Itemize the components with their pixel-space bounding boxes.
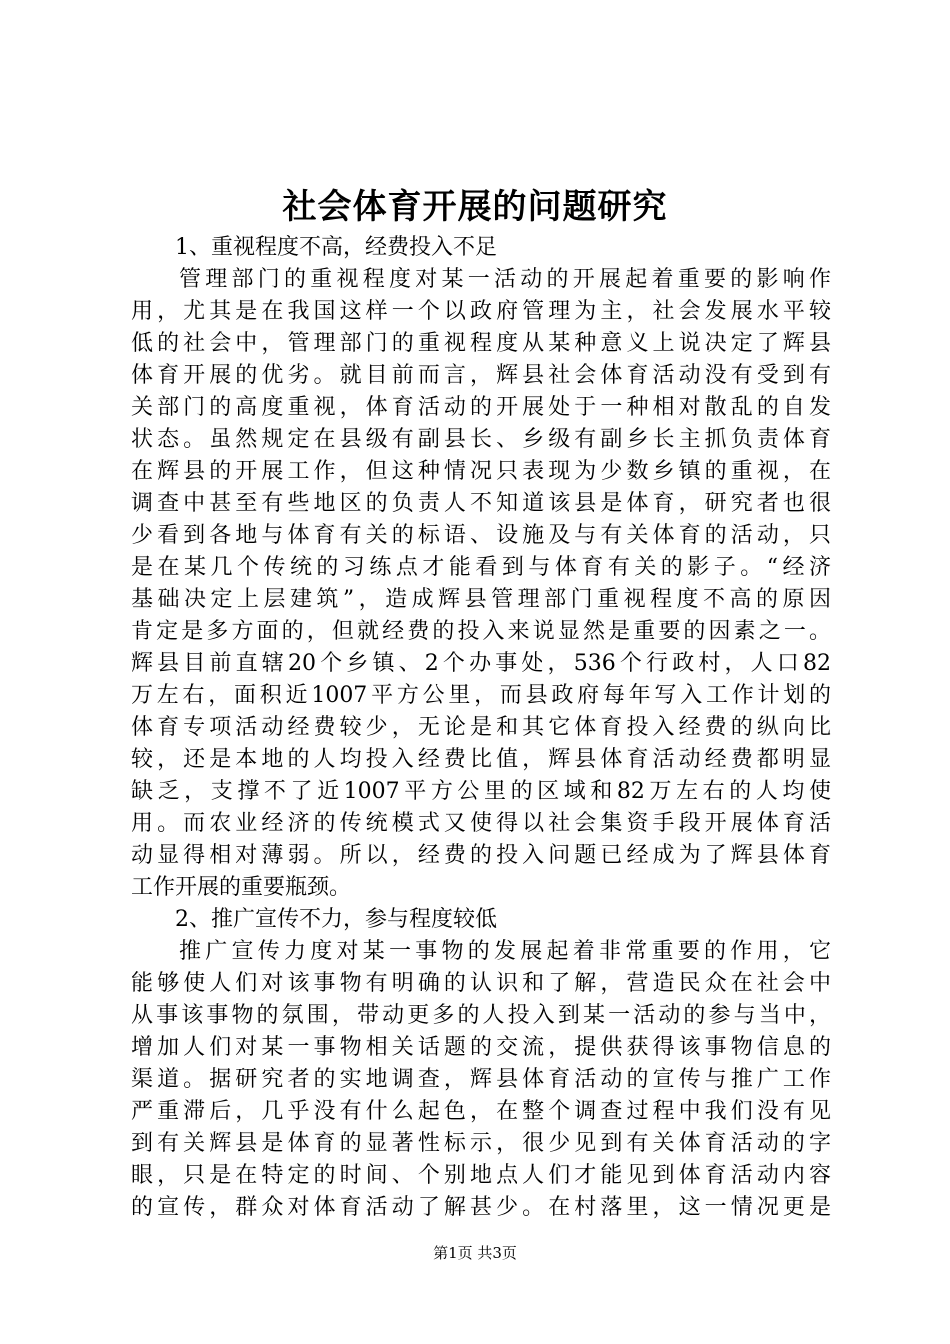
paragraph-line: 用。而农业经济的传统模式又使得以社会集资手段开展体育活 xyxy=(131,811,831,836)
paragraph-line: 能够使人们对该事物有明确的认识和了解，营造民众在社会中 xyxy=(131,971,831,996)
paragraph-line: 渠道。据研究者的实地调查，辉县体育活动的宣传与推广工作 xyxy=(131,1067,831,1092)
paragraph-line: 较，还是本地的人均投入经费比值，辉县体育活动经费都明显 xyxy=(131,747,831,772)
paragraph-line: 用，尤其是在我国这样一个以政府管理为主，社会发展水平较 xyxy=(131,299,831,324)
document-body xyxy=(131,232,831,1224)
paragraph-line: 在辉县的开展工作，但这种情况只表现为少数乡镇的重视，在 xyxy=(131,459,831,484)
paragraph-line: 低的社会中，管理部门的重视程度从某种意义上说决定了辉县 xyxy=(131,331,831,356)
paragraph-line: 推广宣传力度对某一事物的发展起着非常重要的作用，它 xyxy=(179,939,831,964)
paragraph-line: 的宣传，群众对体育活动了解甚少。在村落里，这一情况更是 xyxy=(131,1195,831,1220)
paragraph-line: 工作开展的重要瓶颈。 xyxy=(131,875,352,900)
paragraph-line: 眼，只是在特定的时间、个别地点人们才能见到体育活动内容 xyxy=(131,1163,831,1188)
paragraph-line: 缺乏，支撑不了近1007平方公里的区域和82万左右的人均使 xyxy=(131,779,831,804)
section-heading: 1、重视程度不高，经费投入不足 xyxy=(175,235,497,260)
page-footer: 第1页 共3页 xyxy=(433,1244,517,1262)
paragraph-line: 万左右，面积近1007平方公里，而县政府每年写入工作计划的 xyxy=(131,683,831,708)
paragraph-line: 体育开展的优劣。就目前而言，辉县社会体育活动没有受到有 xyxy=(131,363,831,388)
paragraph-line: 关部门的高度重视，体育活动的开展处于一种相对散乱的自发 xyxy=(131,395,831,420)
paragraph-line: 基础决定上层建筑”，造成辉县管理部门重视程度不高的原因 xyxy=(131,587,831,612)
section-heading: 2、推广宣传不力，参与程度较低 xyxy=(175,907,497,932)
paragraph-line: 少看到各地与体育有关的标语、设施及与有关体育的活动，只 xyxy=(131,523,831,548)
paragraph-line: 增加人们对某一事物相关话题的交流，提供获得该事物信息的 xyxy=(131,1035,831,1060)
paragraph-line: 严重滞后，几乎没有什么起色，在整个调查过程中我们没有见 xyxy=(131,1099,831,1124)
paragraph-line: 调查中甚至有些地区的负责人不知道该县是体育，研究者也很 xyxy=(131,491,831,516)
paragraph-line: 辉县目前直辖20个乡镇、2个办事处，536个行政村，人口82 xyxy=(131,651,831,676)
paragraph-line: 状态。虽然规定在县级有副县长、乡级有副乡长主抓负责体育 xyxy=(131,427,831,452)
paragraph-line: 是在某几个传统的习练点才能看到与体育有关的影子。“经济 xyxy=(131,555,831,580)
paragraph-line: 从事该事物的氛围，带动更多的人投入到某一活动的参与当中， xyxy=(131,1003,831,1028)
document-title: 社会体育开展的问题研究 xyxy=(282,187,668,227)
paragraph-line: 肯定是多方面的，但就经费的投入来说显然是重要的因素之一。 xyxy=(131,619,831,644)
paragraph-line: 体育专项活动经费较少，无论是和其它体育投入经费的纵向比 xyxy=(131,715,831,740)
paragraph-line: 管理部门的重视程度对某一活动的开展起着重要的影响作 xyxy=(179,267,831,292)
paragraph-line: 动显得相对薄弱。所以，经费的投入问题已经成为了辉县体育 xyxy=(131,843,831,868)
paragraph-line: 到有关辉县是体育的显著性标示，很少见到有关体育活动的字 xyxy=(131,1131,831,1156)
